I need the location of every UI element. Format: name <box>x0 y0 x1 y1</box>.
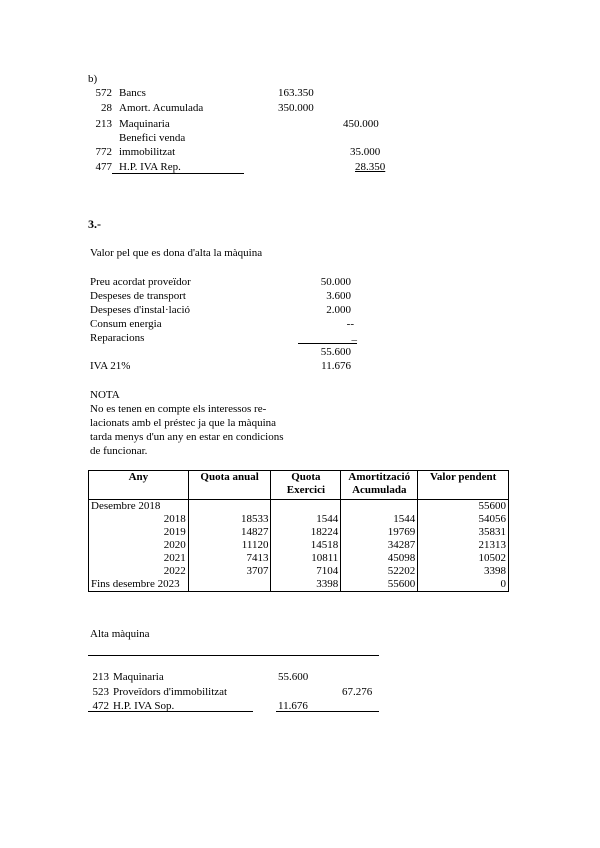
cell-valor-pendent: 55600 <box>418 500 509 514</box>
section-3-heading: 3.- <box>88 217 101 231</box>
cell-valor-pendent: 35831 <box>418 526 509 539</box>
cell-valor-pendent: 21313 <box>418 539 509 552</box>
account-number: 28 <box>101 102 112 114</box>
column-header: Any <box>89 471 189 500</box>
cell-valor-pendent: 0 <box>418 578 509 592</box>
cost-label: Reparacions <box>90 332 145 344</box>
table-row <box>89 552 509 565</box>
table-header-row <box>89 471 509 500</box>
table-row <box>89 565 509 578</box>
cell-valor-pendent: 54056 <box>418 513 509 526</box>
cell-year: Desembre 2018 <box>89 500 189 514</box>
account-name: Maquinaria <box>119 118 170 130</box>
account-number: 572 <box>95 87 112 99</box>
cell-amort-acum: 34287 <box>341 539 418 552</box>
account-name: Bancs <box>119 87 146 99</box>
iva-value: 11.676 <box>321 360 351 372</box>
account-name: Proveïdors d'immobilitzat <box>113 686 228 698</box>
table-row <box>89 500 509 514</box>
alta-top-rule <box>88 655 379 656</box>
account-name: H.P. IVA Sop. <box>113 700 175 712</box>
account-number: 772 <box>95 146 112 158</box>
cost-value: -- <box>346 318 354 330</box>
cell-valor-pendent: 10502 <box>418 552 509 565</box>
note-line: No es tenen en compte els interessos re- <box>90 403 267 415</box>
credit-amount: 67.276 <box>342 686 373 698</box>
cost-total: 55.600 <box>320 346 351 358</box>
cost-value: _ <box>351 330 357 342</box>
column-header: Valor pendent <box>418 471 509 500</box>
cost-value: 2.000 <box>326 304 351 316</box>
account-name: Amort. Acumulada <box>119 102 204 114</box>
credit-amount: 450.000 <box>343 118 379 130</box>
cell-quota-anual: 7413 <box>188 552 271 565</box>
cell-quota-exercici: 10811 <box>271 552 341 565</box>
cost-value: 3.600 <box>326 290 351 302</box>
section-3-subtitle: Valor pel que es dona d'alta la màquina <box>90 247 263 259</box>
table-row <box>89 513 509 526</box>
cell-quota-anual <box>188 500 271 514</box>
cell-quota-anual: 18533 <box>188 513 271 526</box>
table-row <box>89 526 509 539</box>
underline-rule <box>112 173 244 174</box>
cell-quota-exercici: 14518 <box>271 539 341 552</box>
column-header: Amortització Acumulada <box>341 471 418 500</box>
table-row <box>89 539 509 552</box>
account-number: 472 <box>92 700 109 712</box>
credit-amount: 28.350 <box>355 161 386 173</box>
table-row <box>89 578 509 592</box>
cost-label: Despeses d'instal·lació <box>90 304 191 316</box>
cell-year: 2020 <box>89 539 189 552</box>
account-name: Benefici venda <box>119 132 186 144</box>
cell-amort-acum: 55600 <box>341 578 418 592</box>
cost-label: Consum energia <box>90 318 162 330</box>
debit-amount: 163.350 <box>278 87 314 99</box>
underline-rule <box>88 711 253 712</box>
note-line: tarda menys d'un any en estar en condicions <box>90 431 284 443</box>
cell-quota-exercici: 7104 <box>271 565 341 578</box>
account-name: H.P. IVA Rep. <box>119 161 181 173</box>
column-header: Quota Exercici <box>271 471 341 500</box>
account-number: 523 <box>92 686 109 698</box>
cell-quota-exercici: 1544 <box>271 513 341 526</box>
cell-amort-acum: 52202 <box>341 565 418 578</box>
alta-title: Alta màquina <box>90 628 150 640</box>
debit-amount: 55.600 <box>278 671 309 683</box>
cell-year: 2021 <box>89 552 189 565</box>
cell-valor-pendent: 3398 <box>418 565 509 578</box>
cell-quota-exercici: 3398 <box>271 578 341 592</box>
note-title: NOTA <box>90 389 120 401</box>
account-name: immobilitzat <box>119 146 176 158</box>
account-number: 477 <box>95 161 112 173</box>
cell-amort-acum: 45098 <box>341 552 418 565</box>
cell-quota-exercici <box>271 500 341 514</box>
cell-quota-anual: 11120 <box>188 539 271 552</box>
cell-amort-acum: 19769 <box>341 526 418 539</box>
underline-rule <box>276 711 379 712</box>
debit-amount: 350.000 <box>278 102 314 114</box>
column-header: Quota anual <box>188 471 271 500</box>
iva-label: IVA 21% <box>90 360 131 372</box>
cell-year: 2022 <box>89 565 189 578</box>
cell-year: 2019 <box>89 526 189 539</box>
cost-value: 50.000 <box>320 276 351 288</box>
cost-label: Preu acordat proveïdor <box>90 276 191 288</box>
account-name: Maquinaria <box>113 671 164 683</box>
note-line: lacionats amb el préstec ja que la màquina <box>90 417 277 429</box>
note-line: de funcionar. <box>90 445 148 457</box>
credit-amount: 35.000 <box>350 146 381 158</box>
cell-amort-acum: 1544 <box>341 513 418 526</box>
cell-quota-anual: 3707 <box>188 565 271 578</box>
cell-quota-exercici: 18224 <box>271 526 341 539</box>
section-b-label: b) <box>88 73 98 85</box>
cell-quota-anual <box>188 578 271 592</box>
cell-amort-acum <box>341 500 418 514</box>
debit-amount: 11.676 <box>278 700 308 712</box>
account-number: 213 <box>95 118 112 130</box>
cell-year: Fins desembre 2023 <box>89 578 189 592</box>
cell-year: 2018 <box>89 513 189 526</box>
cost-label: Despeses de transport <box>90 290 186 302</box>
account-number: 213 <box>92 671 109 683</box>
depreciation-table <box>88 470 509 592</box>
cell-quota-anual: 14827 <box>188 526 271 539</box>
total-rule <box>298 343 357 344</box>
